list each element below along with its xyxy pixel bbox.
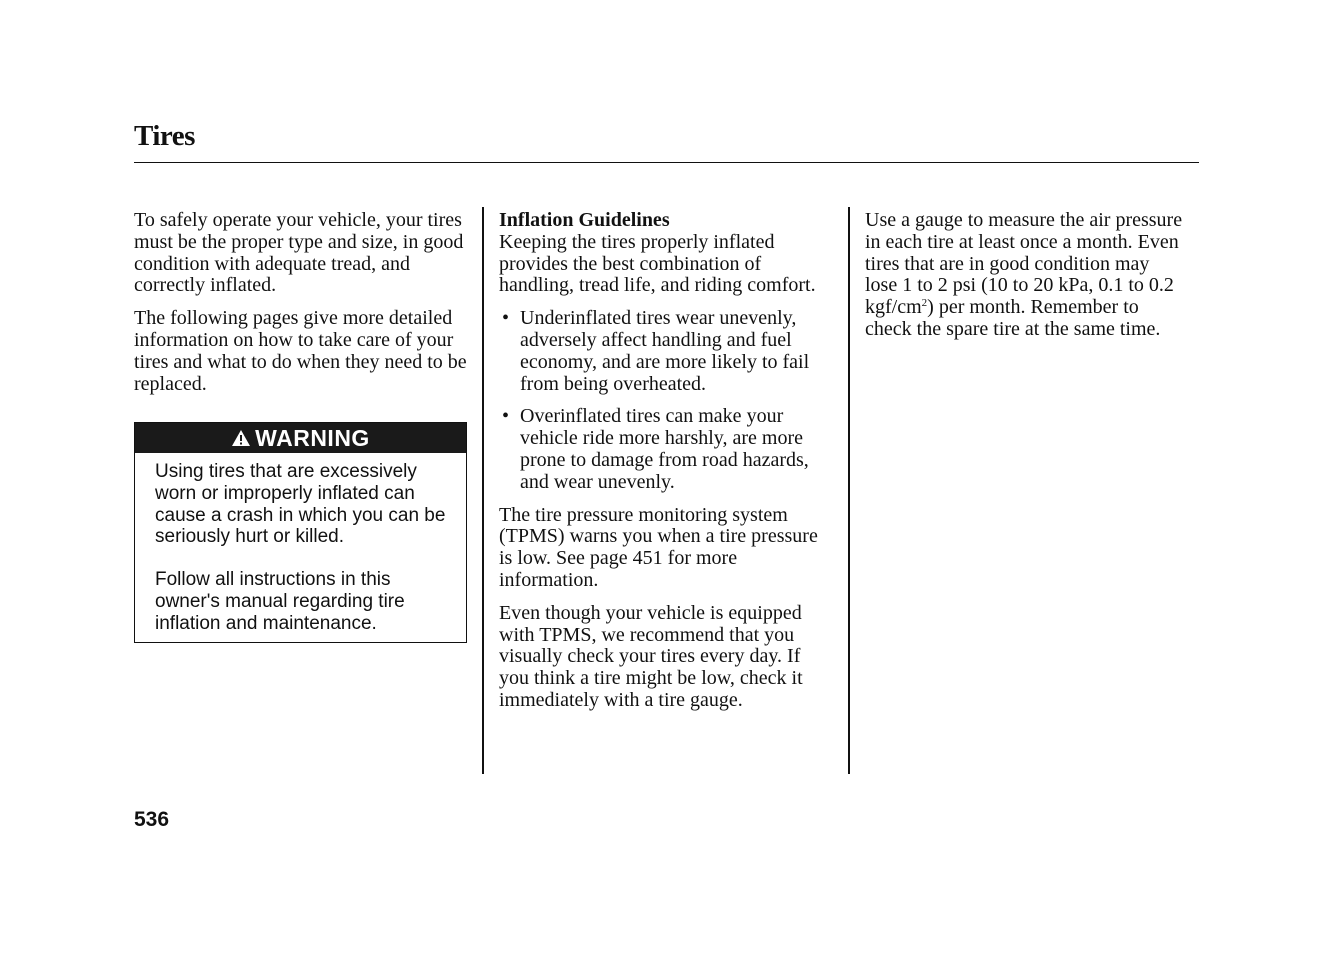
warning-text: Using tires that are excessively worn or improperly inflated can cause a crash in which you can be seriously hurt or killed.: [155, 461, 446, 548]
page-title: Tires: [134, 120, 195, 152]
gauge-text-start: Use a gauge to measure the air pressure in each tire at least once a month. Even tires that are in good condition may lose 1 to 2 psi (10 to 20 kPa, 0.1 to 0.2 kgf/cm: [865, 209, 1183, 319]
warning-body: [135, 453, 466, 635]
column-3: [865, 210, 1185, 352]
column-1: [134, 210, 472, 406]
superscript: 2: [921, 297, 928, 310]
column-divider: [848, 207, 850, 774]
warning-header: [135, 423, 466, 453]
bullet-list: [499, 308, 834, 493]
warning-box: [134, 422, 467, 643]
tpms-paragraph: The tire pressure monitoring system (TPMS) warns you when a tire pressure is low. See page 451 for more information.: [499, 503, 818, 591]
section-intro: Keeping the tires properly inflated provides the best combination of handling, tread life, and riding comfort.: [499, 230, 816, 297]
warning-triangle-icon: [231, 429, 251, 447]
visual-check-paragraph: Even though your vehicle is equipped with TPMS, we recommend that you visually check your tires every day. If you think a tire might be low, check it immediately with a tire gauge.: [499, 601, 803, 711]
title-divider: [134, 162, 1199, 163]
gauge-paragraph: [865, 210, 1185, 341]
list-item: • Overinflated tires can make your vehicle ride more harshly, are more prone to damage from road hazards, and wear unevenly.: [499, 406, 834, 493]
info-paragraph: The following pages give more detailed information on how to take care of your tires and what to do when they need to be replaced.: [134, 307, 467, 395]
intro-paragraph: To safely operate your vehicle, your tires must be the proper type and size, in good condition with adequate tread, and correctly inflated.: [134, 209, 464, 297]
gauge-text-end: ) per month. Remember to check the spare tire at the same time.: [865, 296, 1161, 340]
list-item: • Underinflated tires wear unevenly, adversely affect handling and fuel economy, and are more likely to fail from being overheated.: [499, 308, 834, 395]
warning-label: WARNING: [255, 424, 370, 451]
section-heading: Inflation Guidelines: [499, 209, 670, 231]
inflation-section: [499, 210, 834, 297]
warning-instruction: Follow all instructions in this owner's manual regarding tire inflation and maintenance.: [155, 569, 405, 634]
column-divider: [482, 207, 484, 774]
column-2: [499, 210, 834, 723]
page-number: 536: [134, 808, 170, 831]
